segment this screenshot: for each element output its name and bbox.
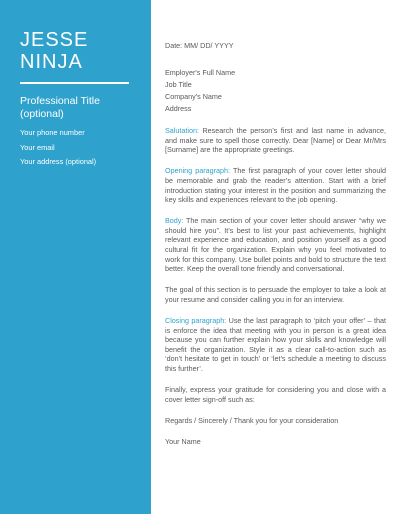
professional-title: Professional Title (optional) <box>20 95 100 120</box>
closing-label: Closing paragraph: <box>165 316 227 325</box>
opening-label: Opening paragraph: <box>165 166 231 176</box>
closing-text: Use the last paragraph to ‘pitch your offer’ – that is enforce the idea that meeting with you in person is a great idea because you can further explain how your skills and knowledge will benefit the organization. Style it as a clear call-to-action such as ‘don’t hesitate to get in touch’ or ‘let’s schedule a meeting to discuss this further’. <box>165 316 386 373</box>
letter-body <box>165 41 386 458</box>
body-text: The main section of your cover letter should answer “why we should hire you”. It’s best to list your past achievements, highlight relevant experience and education, and position yourself as a good cultural fit for the organization. Explain why you feel motivated to work for this company. Use bullet points and bold to structure the text better. Keep the overall tone friendly and conversational. <box>165 216 386 274</box>
email-address: Your email <box>20 143 55 152</box>
recipient-employer-name: Employer's Full Name <box>165 67 236 77</box>
gratitude-paragraph: Finally, express your gratitude for considering you and close with a cover letter sign-off such as: <box>165 385 386 404</box>
recipient-block <box>165 67 386 115</box>
applicant-name <box>20 29 88 73</box>
goal-paragraph: The goal of this section is to persuade the employer to take a look at your resume and consider calling you in for an interview. <box>165 285 386 304</box>
applicant-first-name: JESSE <box>20 29 89 51</box>
signoff-options: Regards / Sincerely / Thank you for your consideration <box>165 415 339 425</box>
body-label: Body: <box>165 216 184 226</box>
body-paragraph <box>165 216 386 274</box>
closing-paragraph <box>165 316 386 374</box>
salutation-text: Research the person’s first and last name in advance, and make sure to spell those correctly. Dear [Name] or Dear Mr/Mrs [Surname] are the appropriate greetings. <box>165 126 386 155</box>
letter-date: Date: MM/ DD/ YYYY <box>165 41 234 50</box>
opening-text: The first paragraph of your cover letter should be memorable and grab the reader’s attention. Start with a brief introduction stating your interest in the position and summarizing the key skills and experiences relevant to the job opening. <box>165 166 386 205</box>
sidebar <box>0 0 151 514</box>
recipient-address: Address <box>165 103 192 113</box>
name-divider <box>20 82 129 84</box>
postal-address: Your address (optional) <box>20 157 97 166</box>
salutation-label: Salutation: <box>165 126 199 136</box>
phone-number: Your phone number <box>20 128 85 137</box>
applicant-last-name: NINJA <box>20 51 83 73</box>
salutation-paragraph <box>165 126 386 155</box>
recipient-company-name: Company's Name <box>165 91 222 101</box>
opening-paragraph <box>165 166 386 204</box>
recipient-job-title: Job Title <box>165 79 192 89</box>
signature-name: Your Name <box>165 436 201 446</box>
